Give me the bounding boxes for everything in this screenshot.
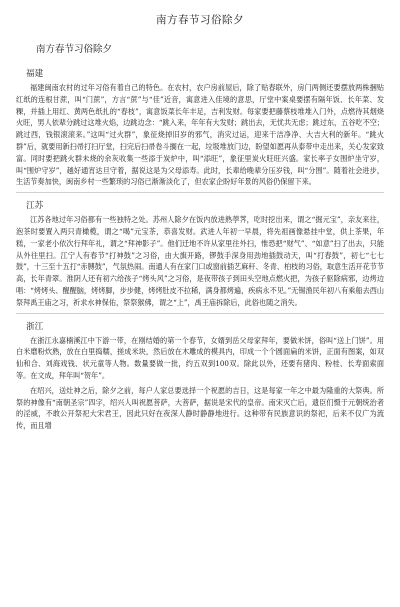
section-heading-fujian: 福建	[26, 69, 44, 79]
paragraph-jiangsu: 江苏各地过年习俗都有一些独特之处。苏州人除夕在饭内放进熟荸荠，吃时挖出来，谓之“掘元宝”，亲友来往，泡茶时要置入两只青橄榄，谓之“喝”元宝茶，恭喜发财。武进人年初一早晨，将先祖画像悬挂中堂，供上茶果，年糕，一家老小依次行拜年礼，谓之“拜神影子”。他们迁地不许从家里往外扫，惟恐把“财气”、“如意”扫了出去，只能从外往里扫。江宁人有春节“打神鼓”之习俗，由大旗开路，锣鼓手深身用劲地插鼓动天，叫“打春鼓”，初七“七七鼓”，十三至十五打“赤膊鼓”，气氛热闹。南通人有在家门口或窗前插艺麻秆、冬青、柏枝的习俗，取意生活开花节节高，长年青翠。淮阴人还有初六给孩子“烤头风”之习俗，是夜带孩子到田头空地点燃火把，为孩子驱除病邪，边烤边唱：“烤烤头、醒醒脑，烤烤脚，步步健，烤烤肚皮不拉稀，满身都烤遍，疾病永不见。”无锡渔民年初八有乘船去西山祭拜禹王庙之习，祈求水神保佑，祭祭猴佛，谓之“上”，禹王庙拆除后，此俗也随之消失。	[16, 215, 384, 307]
document-subtitle: 南方春节习俗除夕	[36, 44, 113, 55]
paragraph-zhejiang-1: 在浙江永嘉楠溪江中下游一带，在刚结婚的第一个春节，女婿到岳父母家拜年，要做米饼，俗叫“送上门饼”。用白米磨粉炊熟，放在白里捣糯，搓成米块，然后放在木雕成的模具内，印成一个个圆面扁的米饼，正面有图案，如双仙和合、刘海戏钱、状元童等人物。数量要做一批，约五双到100双。除此以外，还要有猪肉、粉桂、长寿面索面等。在文成，拜年叫“贺年”。	[16, 335, 384, 380]
document-title: 南方春节习俗除夕	[156, 14, 244, 26]
section-heading-zhejiang: 浙江	[26, 321, 44, 332]
paragraph-zhejiang-2: 在绍兴，送灶神之后，除夕之前，每户人家总要选择一个祝愿的吉日，这是每家一年之中最为隆重的大祭典。所祭的神像有“南朝圣宗”四字，绍兴人叫祝愿菩萨，大菩萨，据说是宋代的皇帝。南宋灭亡后，遗臣们慑于元朝统治者的淫威，不敢公开祭祀大宋君王，因此只好在夜深人静时静静地进行。这种带有民族意识的祭祀，后来不仅广为流传，而且增	[16, 385, 384, 431]
section-divider	[16, 192, 384, 193]
paragraph-fujian: 福建闽南农村的过年习俗有着自己的特色。在农村，农户房前屋后，除了贴春联外，房门两侧还要摆放两株捆贴红纸的连根甘蔗，叫“门蔗”，方言“蔗”与“佳”近音，寓意进入佳境的意思，厅堂中案桌要摆有隔年饭、长年菜、发粿，并插上用红、黄两色纸扎的“春枝”，寓意饭菜长年丰足，吉利发财。每家要把藤蔡枝堆堆入门外，点燃待其烟烧火旺，男人依辈分跳过这堆火焰，边跳边念：“跳入来，年年有大发财；跳出去，无忧共无虑；跳过东，五谷吃不空；跳过西，钱银滚滚来。”这叫“过火群”，象征烧掉旧岁的邪气，消灾过运，迎来干洁净净、大吉大利的新年。“跳火群”后，就要用新扫帚打扫厅堂，扫完后扫帚卷斗搁在一起，垃圾堆放门边，盼望如愿再从泰带中走出来，关心发家致富。同时要把跳火群未烧的余灰收集一些添于炭炉中，叫“添旺”，象征里炭火旺旺兴盛。家长率子女围炉坐守岁，叫“围炉守岁”，越好通宵达旦守着，据说这是为父母添寿。此时，长辈给晚辈分压岁钱，叫“分围”。随着社会进步，生活节奏加快，闽南乡村一些繁琐的习俗已渐渐淡化了，但农家企盼好年景的风俗仍保留下来。	[16, 83, 384, 187]
section-divider	[16, 313, 384, 314]
section-heading-jiangsu: 江苏	[26, 201, 44, 212]
